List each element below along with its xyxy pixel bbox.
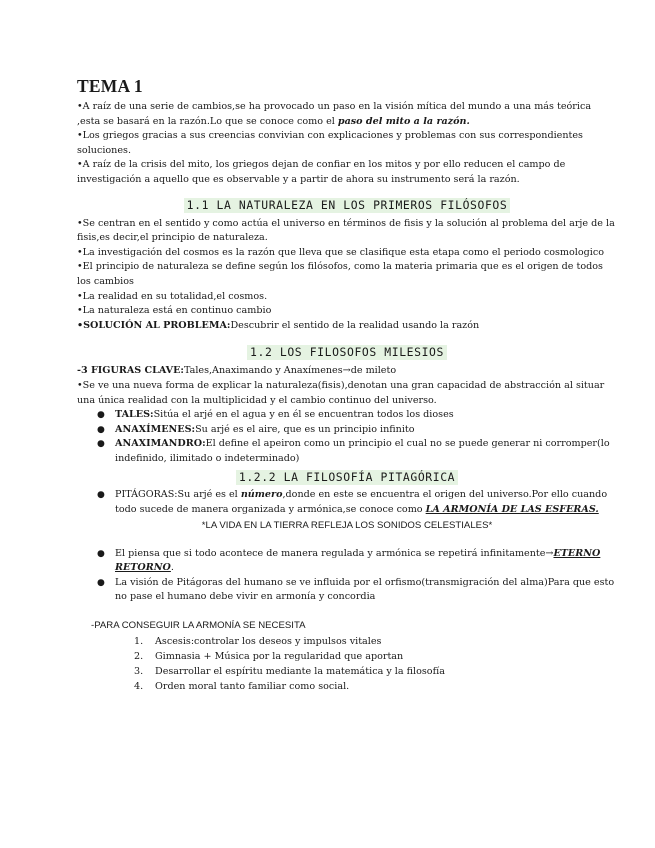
philosopher-text: El define el apeiron como un principio el cual no se puede generar ni corromper(lo indefinido, ilimitado o indeterminado) [115, 438, 610, 464]
section-1-line: •La investigación del cosmos es la razón que lleva que se clasifique esta etapa como el periodo cosmologico [77, 246, 604, 258]
item-number: 1. [134, 636, 144, 648]
armonia-heading: -PARA CONSEGUIR LA ARMONÍA SE NECESITA [91, 620, 306, 632]
intro-paragraph-3: •A raíz de la crisis del mito, los griegos dejan de confiar en los mitos y por ello reducen el campo de investigación a aquello que es observable y a partir de ahora su instrumento será la razón. [77, 159, 566, 185]
pitagoras-list [77, 488, 617, 517]
figuras-clave-label: -3 FIGURAS CLAVE: [77, 365, 184, 377]
philosopher-label: ANAXÍMENES: [115, 423, 196, 435]
quote-line: *LA VIDA EN LA TIERRA REFLEJA LOS SONIDOS CELESTIALES* [201, 519, 493, 531]
item-number: 3. [134, 666, 144, 678]
list-item [97, 423, 617, 438]
orfismo-text: La visión de Pitágoras del humano se ve influida por el orfismo(transmigración del alma)Para que esto no pase el humano debe vivir en armonía y concordia [115, 576, 615, 603]
eterno-retorno-link: ETERNO RETORNO [115, 547, 601, 574]
list-item [134, 649, 617, 664]
solution-paragraph [77, 319, 617, 334]
item-text: Ascesis:controlar los deseos y impulsos vitales [155, 636, 382, 648]
philosopher-text: Su arjé es el aire, que es un principio infinito [195, 423, 415, 435]
item-text: Gimnasia + Música por la regularidad que aportan [155, 651, 404, 663]
item-text: Desarrollar el espíritu mediante la matemática y la filosofía [155, 666, 445, 678]
philosopher-label: ANAXIMANDRO: [115, 438, 206, 450]
numero-emphasis: número [240, 489, 283, 501]
list-item [134, 634, 617, 649]
list-item [97, 576, 617, 605]
intro-text-1: •A raíz de una serie de cambios,se ha provocado un paso en la visión mítica del mundo a una más teórica ,esta se basará en la razón.Lo que se conoce como el [77, 101, 592, 127]
bullet-icon: ● [97, 439, 105, 450]
section-1-line: •El principio de naturaleza se define según los filósofos, como la materia primaria que es el origen de todos los cambios [77, 261, 603, 287]
item-text: Orden moral tanto familiar como social. [155, 681, 350, 693]
section-1-heading-wrap [77, 194, 617, 213]
list-item [134, 679, 617, 694]
armonia-esferas-link: LA ARMONÍA DE LAS ESFERAS. [425, 504, 599, 516]
philosopher-label: TALES: [115, 409, 154, 421]
bullet-icon: ● [97, 410, 105, 421]
list-item [134, 664, 617, 679]
section-2-heading-wrap [77, 341, 617, 360]
pitagoras-text-a: Su arjé es el [177, 489, 241, 501]
list-item [97, 437, 617, 466]
section-2-heading: 1.2 LOS FILOSOFOS MILESIOS [247, 345, 447, 360]
section-1-heading: 1.1 LA NATURALEZA EN LOS PRIMEROS FILÓSOFOS [184, 198, 511, 213]
eterno-text: El piensa que si todo acontece de manera regulada y armónica se repetirá infinitamente→ [115, 547, 554, 559]
document-title: TEMA 1 [77, 76, 143, 96]
pitagoras-text-b: ,donde en este se encuentra el origen del universo.Por ello cuando todo sucede de manera organizada y armónica,se conoce como [115, 489, 608, 516]
armonia-list [77, 634, 617, 694]
milesios-list [77, 408, 617, 466]
solution-label: •SOLUCIÓN AL PROBLEMA: [77, 319, 231, 331]
pitagoras-list-2 [77, 547, 617, 605]
section-1-line: •La naturaleza está en continuo cambio [77, 305, 272, 317]
document-page [77, 76, 617, 694]
milesios-description: •Se ve una nueva forma de explicar la naturaleza(fisis),denotan una gran capacidad de abstracción al situar una única realidad con la multiplicidad y el cambio continuo del universo. [77, 379, 605, 406]
item-number: 4. [134, 681, 144, 693]
bullet-icon: ● [97, 424, 105, 435]
eterno-end: . [170, 562, 174, 574]
section-3-heading-wrap [77, 466, 617, 485]
section-1-line: •Se centran en el sentido y como actúa el universo en términos de fisis y la solución al problema del arje de la fisis,es decir,el principio de naturaleza. [77, 217, 615, 244]
intro-paragraph-1 [77, 100, 617, 129]
figuras-clave-text: Tales,Anaximando y Anaxímenes→de mileto [183, 365, 397, 377]
list-item [97, 547, 617, 576]
figuras-clave-paragraph [77, 364, 617, 379]
philosopher-text: Sitúa el arjé en el agua y en él se encuentran todos los dioses [153, 409, 454, 421]
intro-emphasis: paso del mito a la razón. [337, 115, 470, 127]
list-item [97, 408, 617, 423]
section-3-heading: 1.2.2 LA FILOSOFÍA PITAGÓRICA [236, 470, 458, 485]
intro-paragraph-2: •Los griegos gracias a sus creencias convivian con explicaciones y problemas con sus correspondientes soluciones. [77, 130, 583, 156]
item-number: 2. [134, 651, 144, 663]
bullet-icon: ● [97, 548, 105, 559]
solution-text: Descubrir el sentido de la realidad usando la razón [230, 319, 480, 331]
section-1-line: •La realidad en su totalidad,el cosmos. [77, 290, 268, 302]
bullet-icon: ● [97, 577, 105, 588]
bullet-icon: ● [97, 490, 105, 501]
pitagoras-label: PITÁGORAS: [115, 489, 178, 501]
list-item [97, 488, 617, 517]
